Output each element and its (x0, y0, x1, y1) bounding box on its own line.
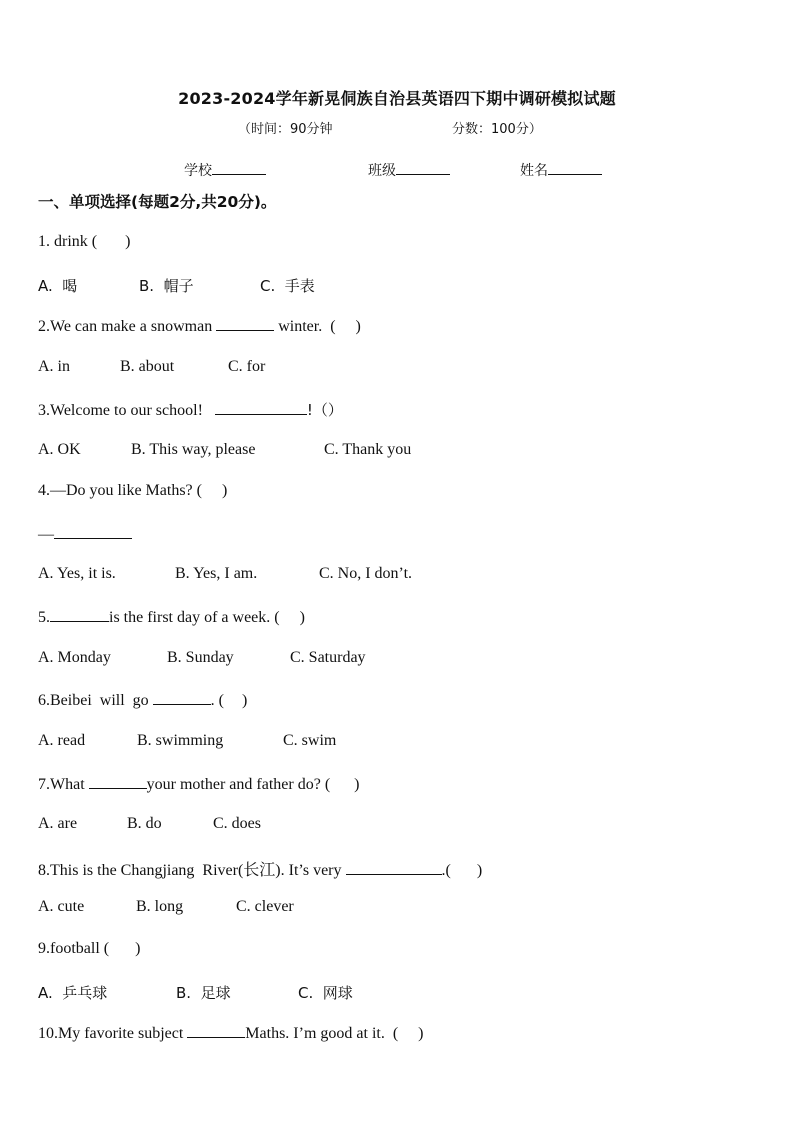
q10-blank[interactable] (187, 1023, 245, 1038)
q5-options (38, 649, 366, 667)
q2-option-c[interactable]: C. for (228, 358, 266, 375)
q4-paren: ) (221, 482, 228, 499)
question-6 (38, 690, 247, 710)
q3-option-a[interactable]: A. OK (38, 441, 81, 458)
q8-option-c[interactable]: C. clever (236, 898, 294, 915)
question-1 (38, 233, 130, 251)
q4-options (38, 565, 412, 583)
exam-time: （时间：90分钟 (238, 122, 333, 137)
q7-stem-2: your mother and father do? ( (146, 776, 331, 793)
q5-paren: ) (299, 609, 305, 626)
q10-stem-2: Maths. I’m good at it. ( (245, 1025, 399, 1042)
q3-option-b[interactable]: B. This way, please (131, 441, 256, 458)
q9-options (38, 982, 353, 1003)
q3-option-c[interactable]: C. Thank you (324, 441, 412, 458)
q4-option-c[interactable]: C. No, I don’t. (319, 565, 413, 582)
q4-stem: 4.—Do you like Maths? ( (38, 482, 202, 499)
q8-blank[interactable] (346, 860, 442, 875)
name-label: 姓名 (520, 163, 548, 179)
school-blank[interactable] (212, 160, 266, 175)
q7-option-b[interactable]: B. do (127, 815, 162, 832)
school-field (184, 160, 266, 180)
q2-stem: 2.We can make a snowman (38, 318, 213, 335)
question-4 (38, 482, 227, 500)
q3-paren: !（） (306, 401, 343, 419)
q3-stem: 3.Welcome to our school! (38, 402, 203, 419)
page-title: 2023-2024学年新晃侗族自治县英语四下期中调研模拟试题 (178, 89, 616, 108)
q9-option-c[interactable]: C. 网球 (298, 984, 353, 1002)
q1-option-b[interactable]: B. 帽子 (139, 277, 194, 295)
name-blank[interactable] (548, 160, 602, 175)
q6-blank[interactable] (153, 690, 211, 705)
q9-option-b[interactable]: B. 足球 (176, 984, 231, 1002)
question-10 (38, 1023, 424, 1043)
q4-dash: — (38, 526, 54, 543)
q8-option-a[interactable]: A. cute (38, 898, 85, 915)
q5-option-b[interactable]: B. Sunday (167, 649, 234, 666)
q1-paren: ) (125, 233, 131, 250)
q7-blank[interactable] (89, 774, 147, 789)
q2-stem-2: winter. ( (278, 318, 336, 335)
q2-paren: ) (355, 318, 361, 335)
q6-paren: ) (241, 692, 248, 709)
q4-blank[interactable] (54, 524, 132, 539)
class-field (368, 160, 450, 180)
q10-paren: ) (418, 1025, 424, 1042)
q1-stem: 1. drink ( (38, 233, 98, 250)
q4-reply (38, 524, 132, 544)
q1-option-a[interactable]: A. 喝 (38, 277, 78, 295)
class-blank[interactable] (396, 160, 450, 175)
q5-stem-2: is the first day of a week. ( (109, 609, 280, 626)
q6-option-c[interactable]: C. swim (283, 732, 337, 749)
q5-stem: 5. (38, 609, 50, 626)
q3-blank[interactable] (215, 400, 307, 415)
question-3 (38, 399, 343, 420)
q6-stem: 6.Beibei will go (38, 692, 149, 709)
q8-options (38, 898, 294, 916)
school-label: 学校 (184, 163, 212, 179)
question-8 (38, 857, 482, 880)
q5-blank[interactable] (50, 607, 109, 622)
question-5 (38, 607, 305, 627)
q1-option-c[interactable]: C. 手表 (260, 277, 315, 295)
section-heading: 一、单项选择(每题2分,共20分)。 (38, 193, 277, 211)
q6-options (38, 732, 336, 750)
q7-option-c[interactable]: C. does (213, 815, 261, 832)
q8-paren: ) (476, 862, 483, 879)
name-field (520, 160, 602, 180)
q2-blank[interactable] (216, 316, 274, 331)
q2-options (38, 358, 265, 376)
q8-stem-2: .( (441, 862, 451, 879)
class-label: 班级 (368, 163, 396, 179)
q4-option-a[interactable]: A. Yes, it is. (38, 565, 116, 582)
question-2 (38, 316, 361, 336)
question-9 (38, 940, 140, 958)
q7-options (38, 815, 261, 833)
q6-stem-2: . ( (210, 692, 224, 709)
q9-stem: 9.football ( (38, 940, 110, 957)
q7-option-a[interactable]: A. are (38, 815, 78, 832)
q9-option-a[interactable]: A. 乒乓球 (38, 984, 108, 1002)
q5-option-c[interactable]: C. Saturday (290, 649, 366, 666)
q10-stem: 10.My favorite subject (38, 1025, 184, 1042)
q9-paren: ) (135, 940, 141, 957)
exam-score: 分数：100分） (452, 122, 542, 137)
q7-paren: ) (354, 776, 360, 793)
question-7 (38, 774, 359, 794)
q7-stem: 7.What (38, 776, 85, 793)
q8-stem: 8.This is the Changjiang River(长江). It’s very (38, 862, 342, 879)
q4-option-b[interactable]: B. Yes, I am. (175, 565, 258, 582)
q3-options (38, 441, 411, 459)
q6-option-a[interactable]: A. read (38, 732, 86, 749)
q5-option-a[interactable]: A. Monday (38, 649, 111, 666)
q6-option-b[interactable]: B. swimming (137, 732, 224, 749)
q2-option-a[interactable]: A. in (38, 358, 70, 375)
q2-option-b[interactable]: B. about (120, 358, 175, 375)
q8-option-b[interactable]: B. long (136, 898, 184, 915)
q1-options (38, 275, 315, 296)
